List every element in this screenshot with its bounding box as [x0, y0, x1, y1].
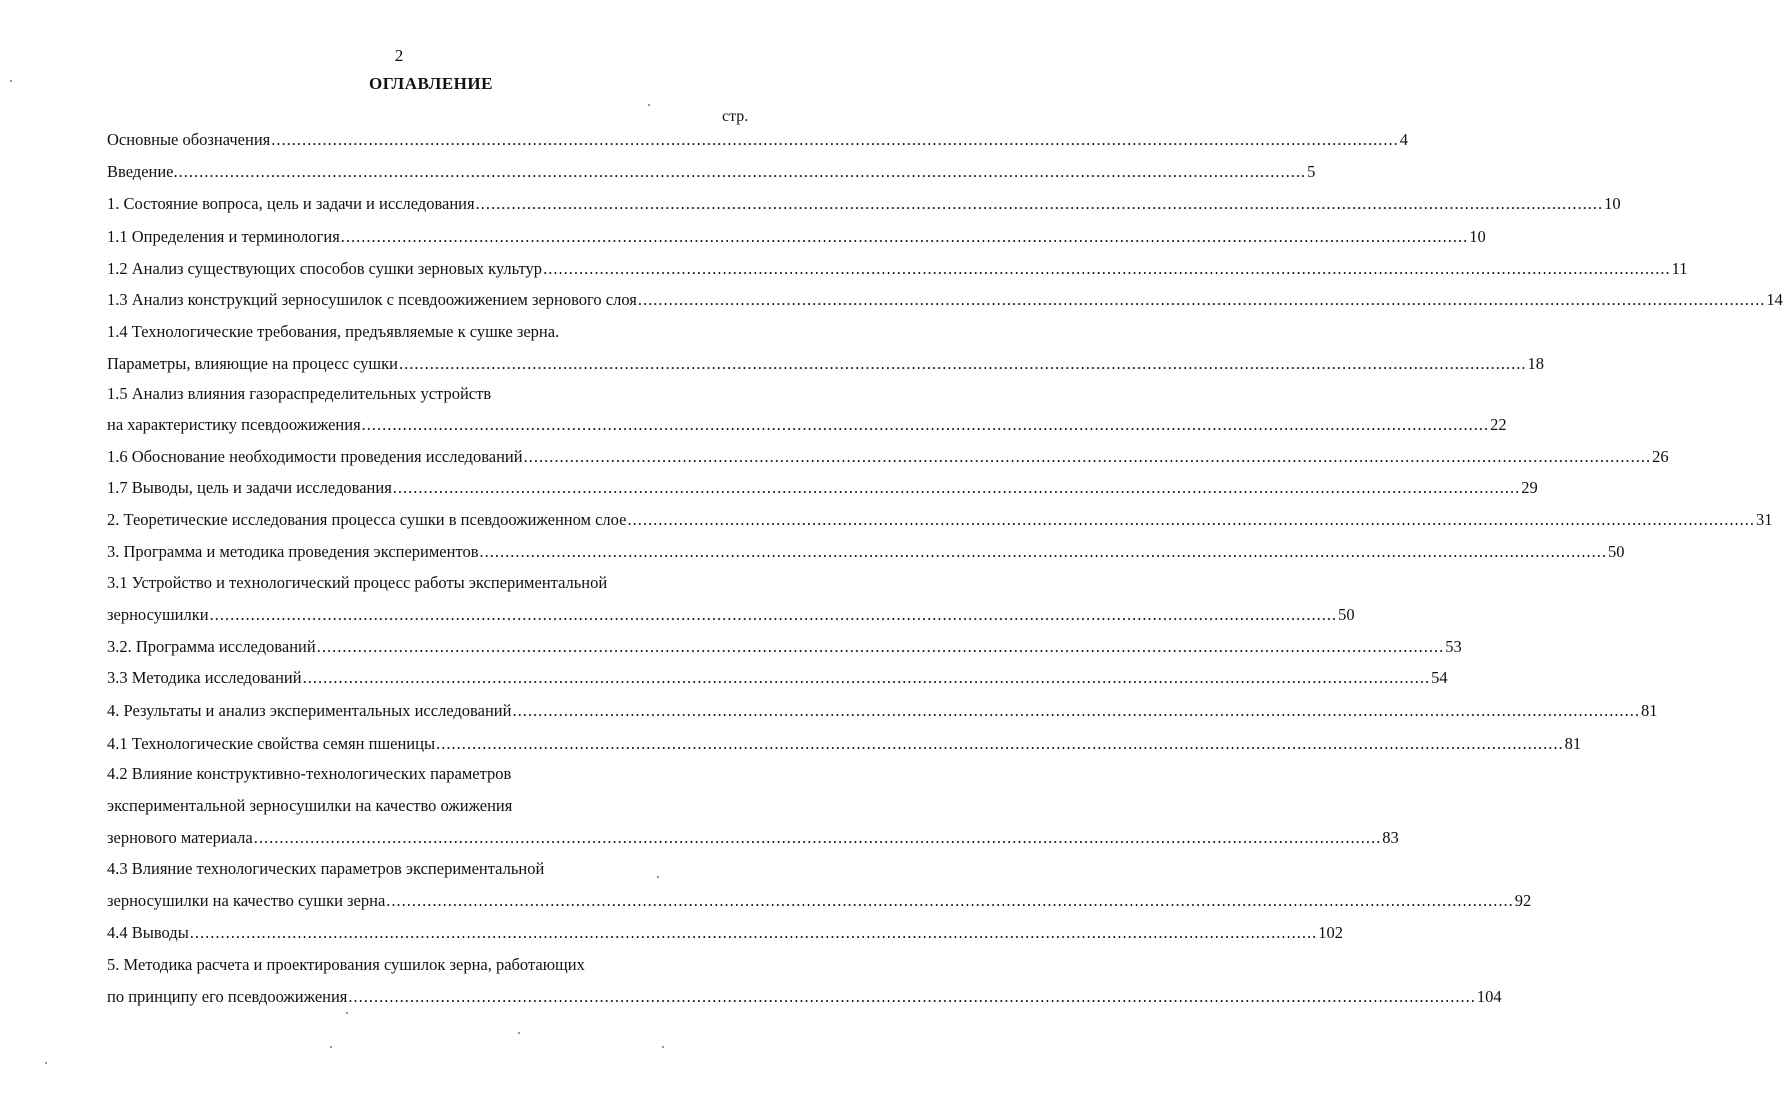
toc-entry[interactable]: [107, 667, 1448, 689]
toc-entry[interactable]: [107, 193, 1621, 215]
toc-entry[interactable]: [107, 604, 1355, 626]
toc-entry[interactable]: [107, 226, 1486, 248]
toc-page-number: 4: [1399, 130, 1409, 149]
toc-entry[interactable]: [107, 509, 1773, 531]
toc-entry[interactable]: [107, 129, 1409, 151]
toc-dot-leader: ............................................................................................................................................................................................................................: [253, 828, 1382, 847]
toc-entry-line: 1.5 Анализ влияния газораспределительных устройств: [107, 384, 492, 403]
toc-entry-title: 1.2 Анализ существующих способов сушки зерновых культур: [107, 259, 543, 278]
toc-entry[interactable]: [107, 161, 1316, 183]
scan-speck: [518, 1032, 520, 1034]
toc-entry[interactable]: [107, 541, 1625, 563]
scan-speck: [45, 1062, 47, 1064]
page-number: 2: [394, 46, 404, 65]
toc-dot-leader: ............................................................................................................................................................................................................................: [189, 923, 1318, 942]
toc-page-number: 92: [1514, 891, 1532, 910]
toc-entry-title: по принципу его псевдоожижения: [107, 987, 348, 1006]
toc-entry-title: 2. Теоретические исследования процесса сушки в псевдоожиженном слое: [107, 510, 627, 529]
toc-entry-title: 3. Программа и методика проведения экспериментов: [107, 542, 479, 561]
toc-page-number: 11: [1671, 259, 1688, 278]
toc-entry[interactable]: [107, 890, 1532, 912]
toc-entry-title: 4.4 Выводы: [107, 923, 189, 942]
toc-entry[interactable]: [107, 733, 1582, 755]
scan-speck: [657, 876, 659, 878]
toc-entry-title: 1.7 Выводы, цель и задачи исследования: [107, 478, 392, 497]
toc-dot-leader: ............................................................................................................................................................................................................................: [178, 162, 1307, 181]
toc-entry[interactable]: [107, 258, 1688, 280]
toc-entry-title: зерносушилки: [107, 605, 209, 624]
toc-dot-leader: ............................................................................................................................................................................................................................: [512, 701, 1640, 720]
toc-entry[interactable]: [107, 700, 1658, 722]
toc-dot-leader: ............................................................................................................................................................................................................................: [436, 734, 1564, 753]
toc-entry-line: 4.3 Влияние технологических параметров экспериментальной: [107, 859, 545, 878]
toc-page-number: 81: [1640, 701, 1658, 720]
scan-speck: [662, 1046, 664, 1048]
toc-page-number: 5: [1307, 162, 1316, 181]
toc-dot-leader: ............................................................................................................................................................................................................................: [637, 290, 1766, 309]
toc-entry-title: зерносушилки на качество сушки зерна: [107, 891, 386, 910]
scan-speck: [346, 1012, 348, 1014]
toc-entry-line: экспериментальной зерносушилки на качество ожижения: [107, 796, 513, 815]
toc-entry-title: Параметры, влияющие на процесс сушки: [107, 354, 398, 373]
toc-entry-title: Введение.: [107, 162, 178, 181]
toc-page-number: 54: [1431, 668, 1448, 687]
toc-dot-leader: ............................................................................................................................................................................................................................: [316, 637, 1445, 656]
toc-page-number: 104: [1476, 987, 1502, 1006]
toc-entry-title: 4.1 Технологические свойства семян пшеницы: [107, 734, 436, 753]
toc-entry-title: зернового материала: [107, 828, 253, 847]
toc-entry-title: 3.3 Методика исследований: [107, 668, 302, 687]
toc-dot-leader: ............................................................................................................................................................................................................................: [523, 447, 1652, 466]
toc-dot-leader: ............................................................................................................................................................................................................................: [302, 668, 1431, 687]
toc-page-number: 50: [1338, 605, 1355, 624]
toc-entry-line: 4.2 Влияние конструктивно-технологических параметров: [107, 764, 512, 783]
toc-dot-leader: ............................................................................................................................................................................................................................: [475, 194, 1604, 213]
toc-entry[interactable]: [107, 636, 1462, 658]
toc-entry-title: 4. Результаты и анализ экспериментальных исследований: [107, 701, 512, 720]
toc-dot-leader: ............................................................................................................................................................................................................................: [479, 542, 1607, 561]
toc-page-number: 83: [1382, 828, 1399, 847]
toc-page-number: 29: [1521, 478, 1538, 497]
toc-entry[interactable]: [107, 414, 1507, 436]
toc-dot-leader: ............................................................................................................................................................................................................................: [209, 605, 1338, 624]
page-title: ОГЛАВЛЕНИЕ: [369, 74, 493, 93]
toc-entry-title: на характеристику псевдоожижения: [107, 415, 361, 434]
toc-entry-line: 5. Методика расчета и проектирования сушилок зерна, работающих: [107, 955, 585, 974]
toc-page-number: 53: [1445, 637, 1462, 656]
toc-dot-leader: ............................................................................................................................................................................................................................: [386, 891, 1514, 910]
toc-entry[interactable]: [107, 353, 1544, 375]
toc-entry-line: 1.4 Технологические требования, предъявляемые к сушке зерна.: [107, 322, 560, 341]
toc-entry-title: 1.3 Анализ конструкций зерносушилок с псевдоожижением зернового слоя: [107, 290, 637, 309]
toc-page-number: 102: [1318, 923, 1344, 942]
toc-dot-leader: ............................................................................................................................................................................................................................: [348, 987, 1476, 1006]
toc-dot-leader: ............................................................................................................................................................................................................................: [543, 259, 1671, 278]
toc-entry-title: Основные обозначения: [107, 130, 271, 149]
toc-page-number: 10: [1604, 194, 1621, 213]
toc-page-number: 22: [1490, 415, 1507, 434]
toc-page-number: 50: [1608, 542, 1625, 561]
scan-speck: [10, 80, 12, 82]
toc-entry[interactable]: [107, 446, 1669, 468]
toc-dot-leader: ............................................................................................................................................................................................................................: [627, 510, 1755, 529]
scan-speck: [648, 104, 650, 106]
toc-dot-leader: ............................................................................................................................................................................................................................: [361, 415, 1490, 434]
toc-page-number: 14: [1766, 290, 1783, 309]
toc-entry-title: 3.2. Программа исследований: [107, 637, 316, 656]
toc-entry[interactable]: [107, 922, 1344, 944]
page-column-label: стр.: [722, 108, 749, 125]
toc-page-number: 18: [1527, 354, 1544, 373]
toc-entry[interactable]: [107, 827, 1399, 849]
toc-page-number: 26: [1652, 447, 1669, 466]
toc-page-number: 81: [1564, 734, 1582, 753]
toc-entry[interactable]: [107, 986, 1502, 1008]
toc-entry-line: 3.1 Устройство и технологический процесс работы экспериментальной: [107, 573, 608, 592]
toc-dot-leader: ............................................................................................................................................................................................................................: [271, 130, 1399, 149]
toc-dot-leader: ............................................................................................................................................................................................................................: [398, 354, 1527, 373]
toc-dot-leader: ............................................................................................................................................................................................................................: [392, 478, 1521, 497]
scan-speck: [330, 1046, 332, 1048]
toc-page-number: 10: [1469, 227, 1486, 246]
toc-entry-title: 1.1 Определения и терминология: [107, 227, 340, 246]
toc-dot-leader: ............................................................................................................................................................................................................................: [340, 227, 1469, 246]
toc-entry[interactable]: [107, 477, 1538, 499]
toc-entry-title: 1.6 Обоснование необходимости проведения исследований: [107, 447, 523, 466]
toc-page-number: 31: [1755, 510, 1773, 529]
toc-entry[interactable]: [107, 289, 1783, 311]
toc-entry-title: 1. Состояние вопроса, цель и задачи и исследования: [107, 194, 475, 213]
